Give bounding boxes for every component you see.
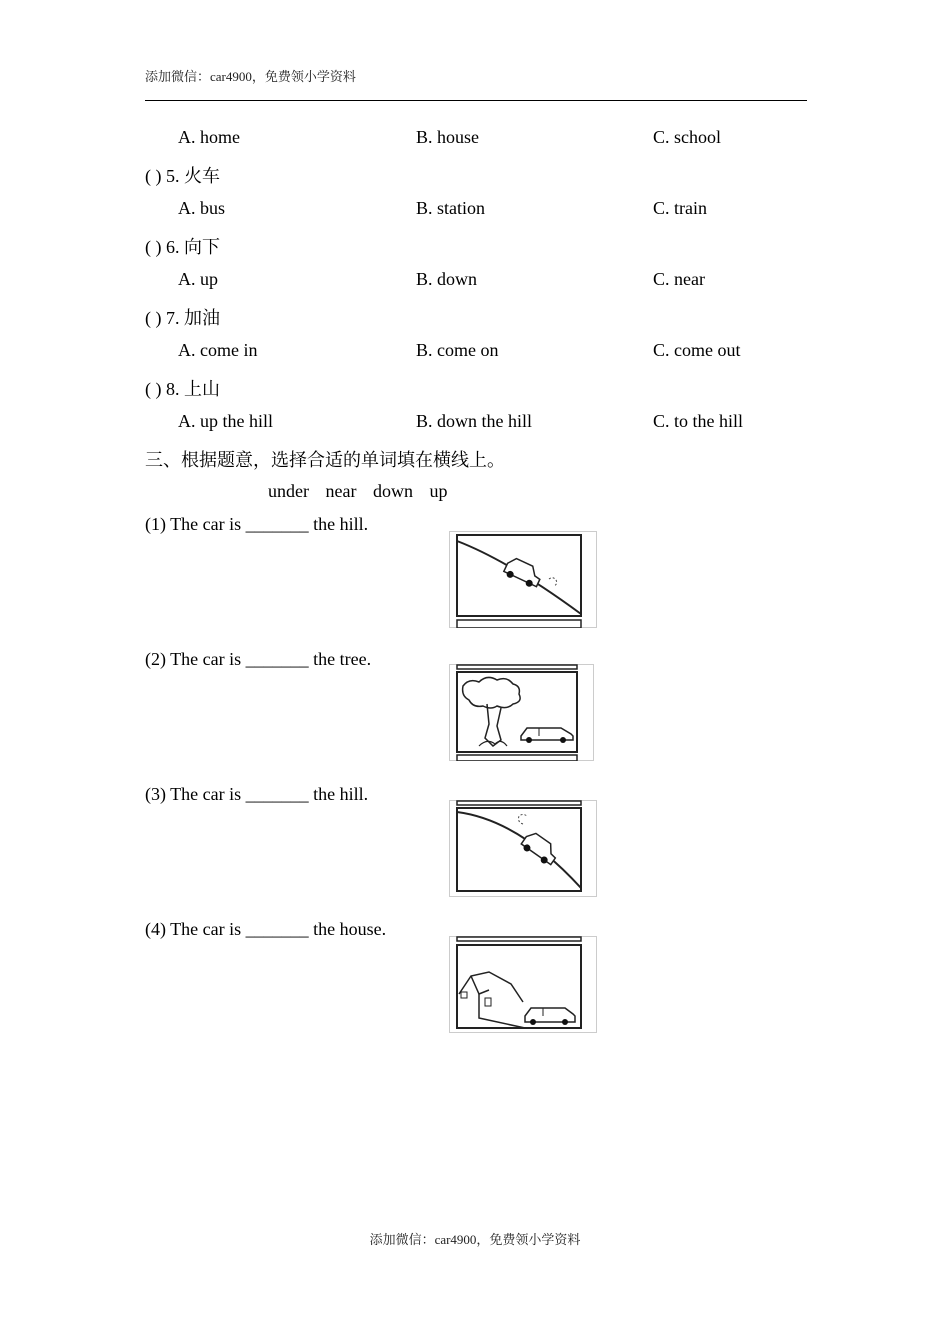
q7-prompt: ( ) 7. 加油 bbox=[145, 308, 220, 328]
q5-option-b: B. station bbox=[416, 198, 486, 218]
header-divider bbox=[145, 100, 807, 101]
sentence-2: (2) The car is _______ the tree. bbox=[145, 649, 372, 669]
q7-option-a: A. come in bbox=[178, 340, 258, 360]
picture-car-up-hill bbox=[449, 800, 597, 897]
q5-option-a: A. bus bbox=[178, 198, 226, 218]
word-bank-item: up bbox=[429, 481, 448, 501]
q8-option-b: B. down the hill bbox=[416, 411, 532, 431]
q8-option-c: C. to the hill bbox=[653, 411, 743, 431]
picture-car-house bbox=[449, 936, 597, 1033]
q6-option-c: C. near bbox=[653, 269, 705, 289]
q4-option-b: B. house bbox=[416, 127, 479, 147]
section-3-title: 三、根据题意，选择合适的单词填在横线上。 bbox=[145, 450, 505, 470]
sentence-4: (4) The car is _______ the house. bbox=[145, 919, 387, 939]
q8-option-a: A. up the hill bbox=[178, 411, 273, 431]
q6-option-b: B. down bbox=[416, 269, 478, 289]
sentence-1: (1) The car is _______ the hill. bbox=[145, 514, 369, 534]
q4-option-c: C. school bbox=[653, 127, 722, 147]
word-bank-item: near bbox=[325, 481, 357, 501]
q7-option-b: B. come on bbox=[416, 340, 499, 360]
picture-car-down-hill bbox=[449, 531, 597, 628]
q5-option-c: C. train bbox=[653, 198, 707, 218]
q4-option-a: A. home bbox=[178, 127, 240, 147]
word-bank-item: down bbox=[372, 481, 413, 501]
page-header: 添加微信：car4900，免费领小学资料 bbox=[145, 69, 356, 84]
word-bank bbox=[268, 481, 455, 502]
page-footer: 添加微信：car4900，免费领小学资料 bbox=[369, 1232, 581, 1247]
word-bank-item: under bbox=[268, 481, 309, 501]
sentence-3: (3) The car is _______ the hill. bbox=[145, 784, 369, 804]
q6-option-a: A. up bbox=[178, 269, 218, 289]
q5-prompt: ( ) 5. 火车 bbox=[145, 166, 220, 186]
picture-car-near-tree bbox=[449, 664, 597, 761]
q8-prompt: ( ) 8. 上山 bbox=[145, 379, 220, 399]
q7-option-c: C. come out bbox=[653, 340, 741, 360]
q6-prompt: ( ) 6. 向下 bbox=[145, 237, 220, 257]
